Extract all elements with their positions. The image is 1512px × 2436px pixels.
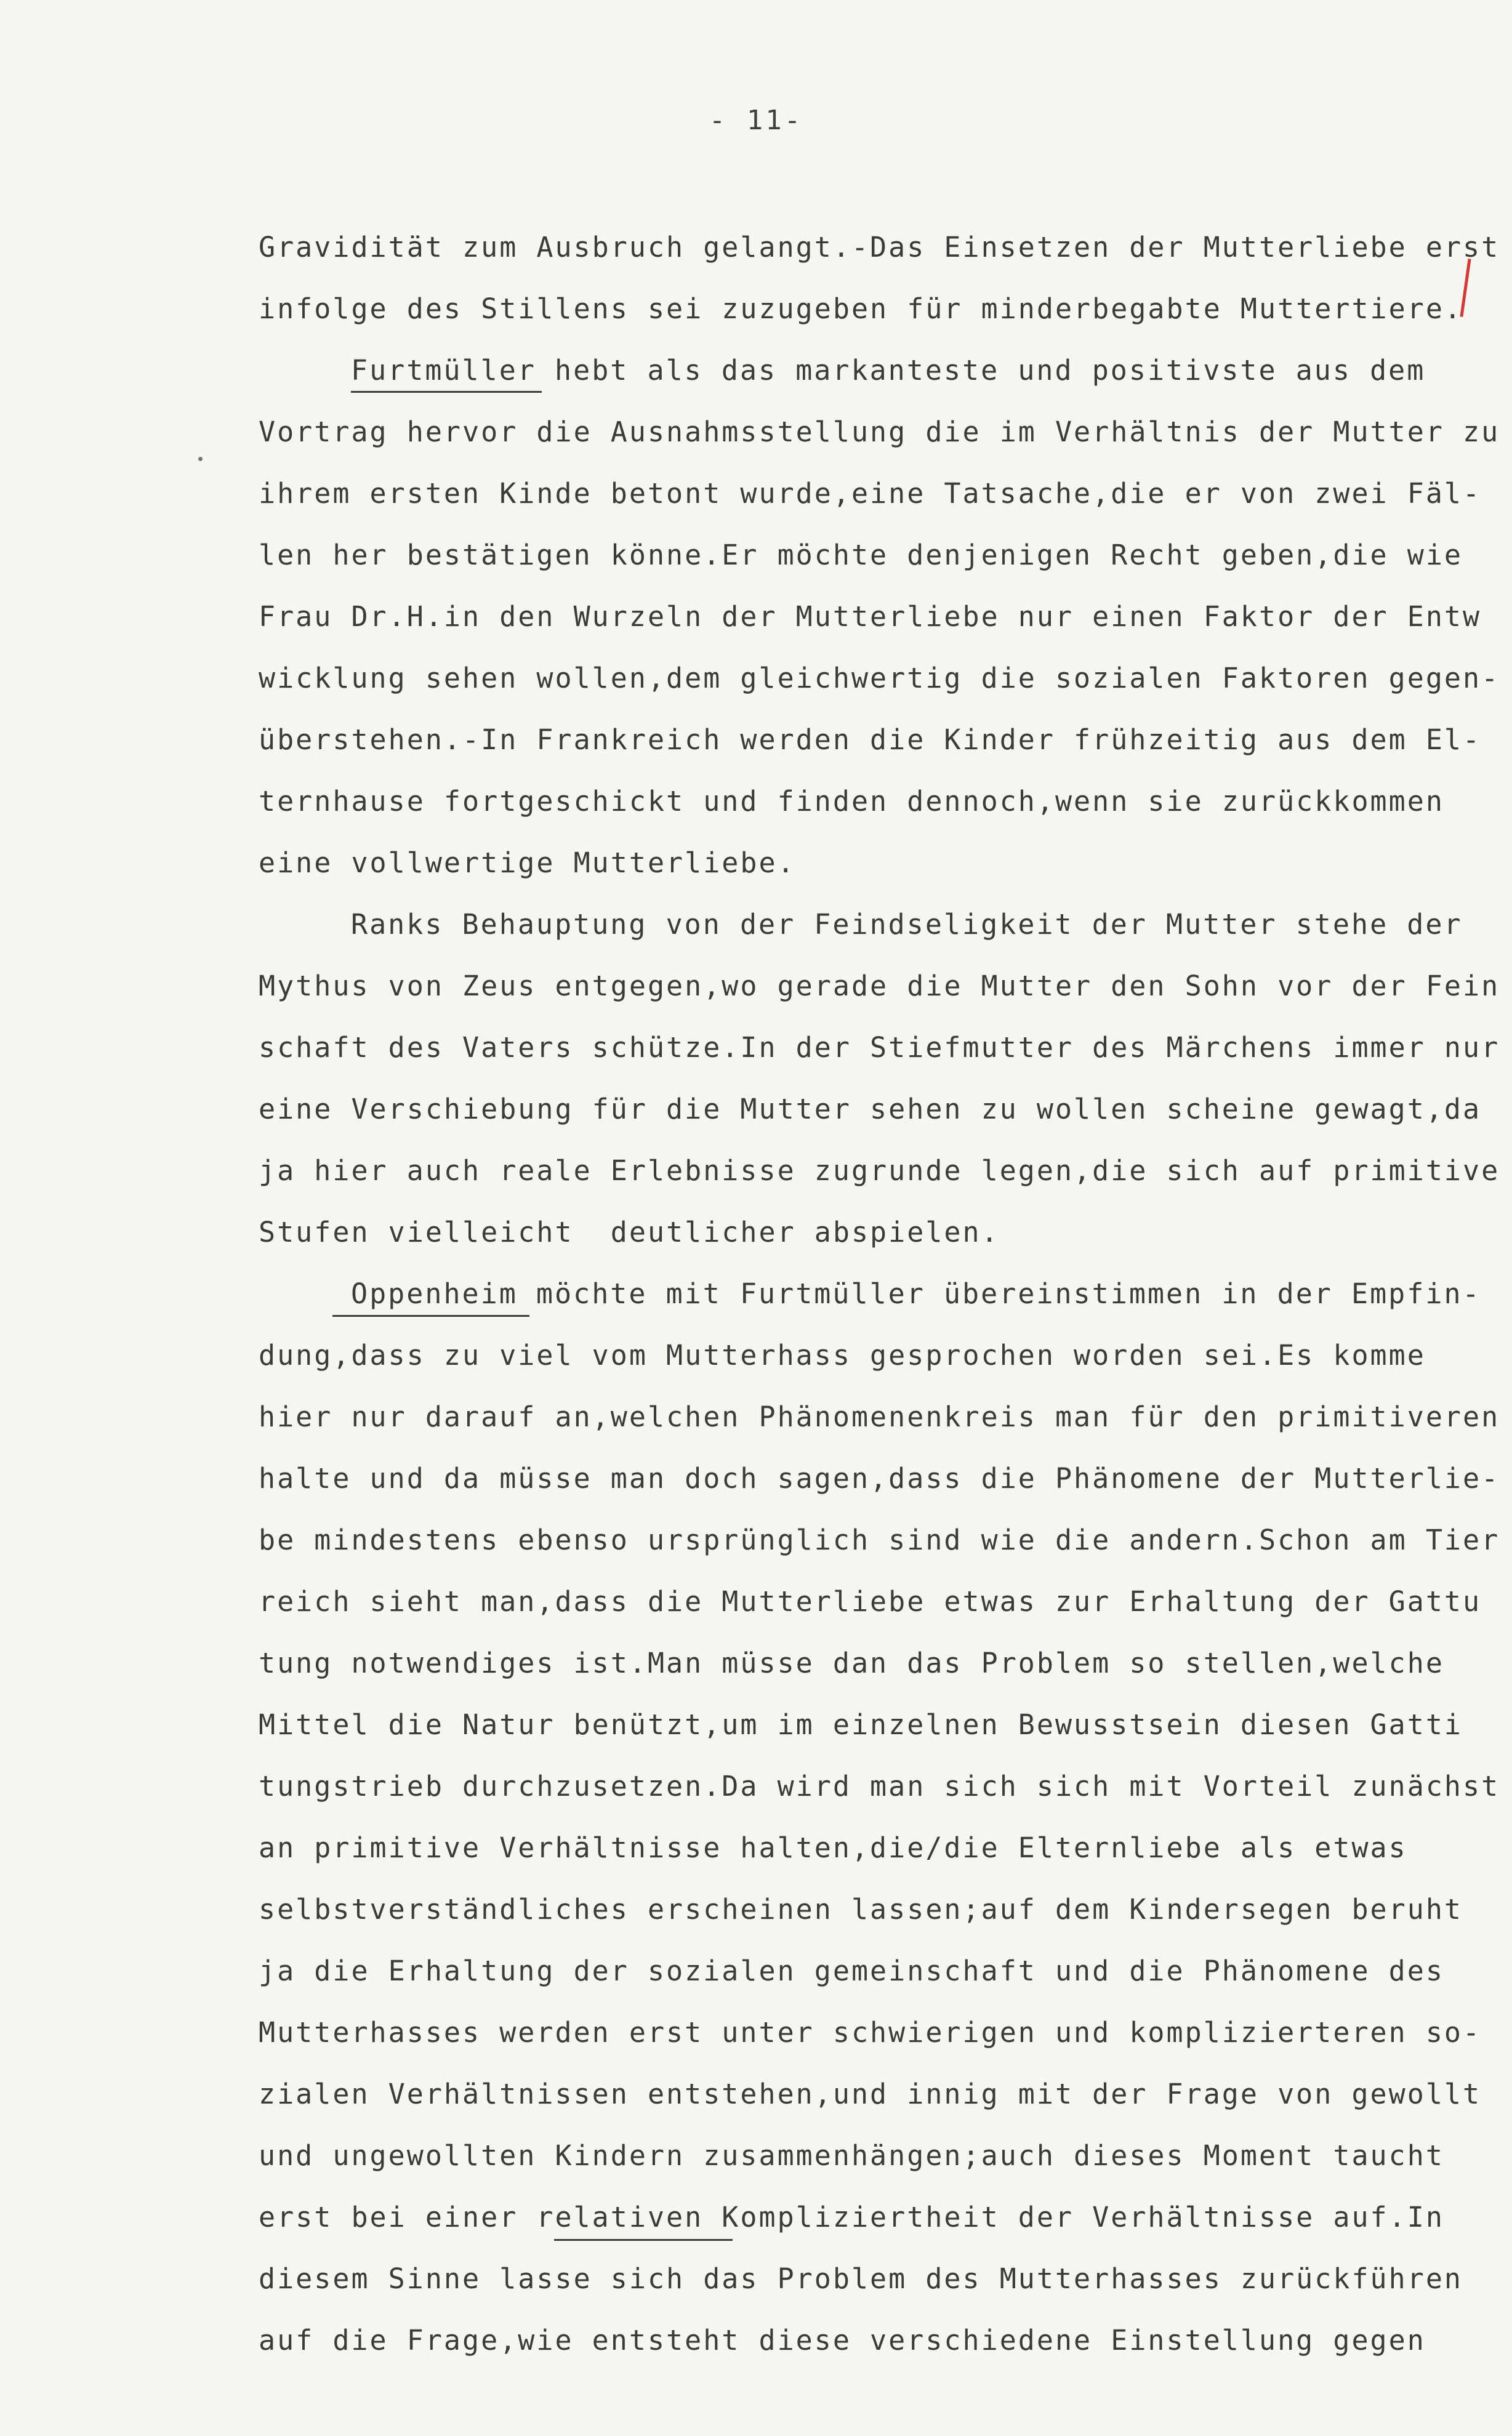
margin-dot [198,457,203,461]
text-line: Ranks Behauptung von der Feindseligkeit der Mutter stehe der [351,908,1463,941]
text-line: zialen Verhältnissen entstehen,und innig mit der Frage von gewollt [259,2078,1482,2110]
text-line: Furtmüller hebt als das markanteste und positivste aus dem [351,354,1426,387]
text-line: Mittel die Natur benützt,um im einzelnen Bewusstsein diesen Gatti [259,1708,1463,1741]
underline-oppenheim [332,1315,529,1317]
text-line: eine vollwertige Mutterliebe. [259,846,796,879]
text-line: wicklung sehen wollen,dem gleichwertig die sozialen Faktoren gegen- [259,662,1500,694]
text-line: schaft des Vaters schütze.In der Stiefmutter des Märchens immer nur [259,1031,1500,1064]
underline-relativen [554,2239,733,2241]
text-line: Gravidität zum Ausbruch gelangt.-Das Einsetzen der Mutterliebe erst [259,231,1500,263]
text-line: Stufen vielleicht deutlicher abspielen. [259,1216,1000,1248]
text-line: ja die Erhaltung der sozialen gemeinschaft und die Phänomene des [259,1955,1444,1987]
text-line: überstehen.-In Frankreich werden die Kinder frühzeitig aus dem El- [259,723,1482,756]
text-line: infolge des Stillens sei zuzugeben für minderbegabte Muttertiere. [259,292,1463,325]
text-line: be mindestens ebenso ursprünglich sind wie die andern.Schon am Tier [259,1524,1500,1556]
page-number: - 11- [709,105,803,136]
text-line: erst bei einer relativen Kompliziertheit der Verhältnisse auf.In [259,2201,1444,2233]
text-line: Oppenheim möchte mit Furtmüller übereinstimmen in der Empfin- [351,1277,1481,1310]
text-line: tung notwendiges ist.Man müsse dan das Problem so stellen,welche [259,1647,1444,1679]
text-line: ternhause fortgeschickt und finden dennoch,wenn sie zurückkommen [259,785,1444,818]
text-line: an primitive Verhältnisse halten,die/die Elternliebe als etwas [259,1831,1407,1864]
text-line: diesem Sinne lasse sich das Problem des Mutterhasses zurückführen [259,2262,1463,2295]
text-line: dung,dass zu viel vom Mutterhass gesprochen worden sei.Es komme [259,1339,1426,1372]
text-line: Mutterhasses werden erst unter schwierigen und komplizierteren so- [259,2016,1482,2049]
typewritten-text [259,217,1502,2371]
text-line: hier nur darauf an,welchen Phänomenenkreis man für den primitiveren [259,1401,1500,1433]
text-line: Vortrag hervor die Ausnahmsstellung die im Verhältnis der Mutter zu [259,416,1500,448]
text-line: ihrem ersten Kinde betont wurde,eine Tatsache,die er von zwei Fäl- [259,477,1482,510]
text-line: selbstverständliches erscheinen lassen;auf dem Kindersegen beruht [259,1893,1463,1926]
text-line: auf die Frage,wie entsteht diese verschiedene Einstellung gegen [259,2324,1426,2357]
text-line: ja hier auch reale Erlebnisse zugrunde legen,die sich auf primitive [259,1154,1500,1187]
text-line: reich sieht man,dass die Mutterliebe etwas zur Erhaltung der Gattu [259,1585,1482,1618]
text-line: und ungewollten Kindern zusammenhängen;auch dieses Moment taucht [259,2139,1444,2172]
text-line: tungstrieb durchzusetzen.Da wird man sich sich mit Vorteil zunächst [259,1770,1500,1803]
text-line: eine Verschiebung für die Mutter sehen zu wollen scheine gewagt,da [259,1093,1482,1125]
text-line: len her bestätigen könne.Er möchte denjenigen Recht geben,die wie [259,539,1463,571]
text-line: Frau Dr.H.in den Wurzeln der Mutterliebe nur einen Faktor der Entw [259,600,1482,633]
underline-furtmueller [351,391,542,393]
text-line: halte und da müsse man doch sagen,dass die Phänomene der Mutterlie- [259,1462,1500,1495]
text-line: Mythus von Zeus entgegen,wo gerade die Mutter den Sohn vor der Fein [259,970,1500,1002]
